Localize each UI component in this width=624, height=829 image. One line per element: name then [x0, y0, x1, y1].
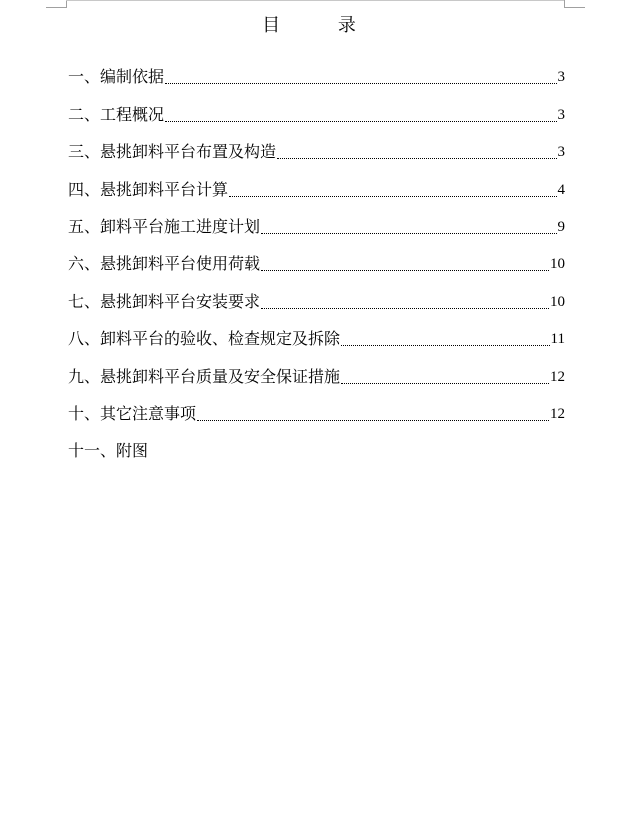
- toc-entry[interactable]: [68, 426, 565, 463]
- toc-entry-page: 10: [550, 256, 565, 273]
- toc-dot-leader: [229, 195, 556, 197]
- toc-entry-label: 二、工程概况: [68, 104, 165, 124]
- toc-dot-leader: [261, 269, 549, 271]
- toc-entry-page: 3: [557, 69, 565, 86]
- toc-dot-leader: [165, 120, 556, 122]
- toc-dot-leader: [341, 344, 550, 346]
- crop-mark-top-left-vertical: [66, 0, 67, 8]
- toc-dot-leader: [165, 82, 556, 84]
- toc-entry-page: 12: [550, 405, 565, 422]
- toc-entry-page: 3: [557, 144, 565, 161]
- toc-dot-leader: [277, 157, 556, 159]
- toc-dot-leader: [261, 232, 556, 234]
- table-of-contents: [68, 52, 565, 463]
- toc-entry-label: 六、悬挑卸料平台使用荷载: [68, 254, 261, 274]
- toc-entry[interactable]: [68, 351, 565, 388]
- toc-dot-leader: [341, 382, 549, 384]
- toc-entry-label: 五、卸料平台施工进度计划: [68, 216, 261, 236]
- toc-entry[interactable]: [68, 164, 565, 201]
- toc-entry[interactable]: [68, 314, 565, 351]
- toc-entry-page: 4: [557, 181, 565, 198]
- toc-entry-page: 11: [550, 331, 565, 348]
- toc-entry-page: 9: [557, 218, 565, 235]
- crop-mark-top-left: [46, 7, 66, 8]
- toc-entry-label: 四、悬挑卸料平台计算: [68, 179, 229, 199]
- toc-entry[interactable]: [68, 239, 565, 276]
- toc-entry[interactable]: [68, 202, 565, 239]
- toc-entry[interactable]: [68, 52, 565, 89]
- toc-entry-label: 八、卸料平台的验收、检查规定及拆除: [68, 329, 341, 349]
- toc-entry-page: 12: [550, 368, 565, 385]
- toc-entry-label: 九、悬挑卸料平台质量及安全保证措施: [68, 366, 341, 386]
- toc-entry-label: 十、其它注意事项: [68, 403, 197, 423]
- toc-dot-leader: [197, 419, 549, 421]
- toc-entry-label: 十一、附图: [68, 441, 149, 461]
- crop-mark-top-right: [565, 7, 585, 8]
- toc-entry-label: 一、编制依据: [68, 67, 165, 87]
- toc-entry[interactable]: [68, 89, 565, 126]
- crop-mark-top-right-vertical: [564, 0, 565, 8]
- page-top-edge: [66, 0, 564, 1]
- toc-entry-page: 10: [550, 293, 565, 310]
- toc-entry-label: 七、悬挑卸料平台安装要求: [68, 291, 261, 311]
- toc-entry[interactable]: [68, 276, 565, 313]
- toc-entry[interactable]: [68, 127, 565, 164]
- toc-entry-label: 三、悬挑卸料平台布置及构造: [68, 142, 277, 162]
- toc-title: 目 录: [262, 15, 382, 36]
- toc-entry-page: 3: [557, 106, 565, 123]
- toc-dot-leader: [261, 307, 549, 309]
- toc-entry[interactable]: [68, 389, 565, 426]
